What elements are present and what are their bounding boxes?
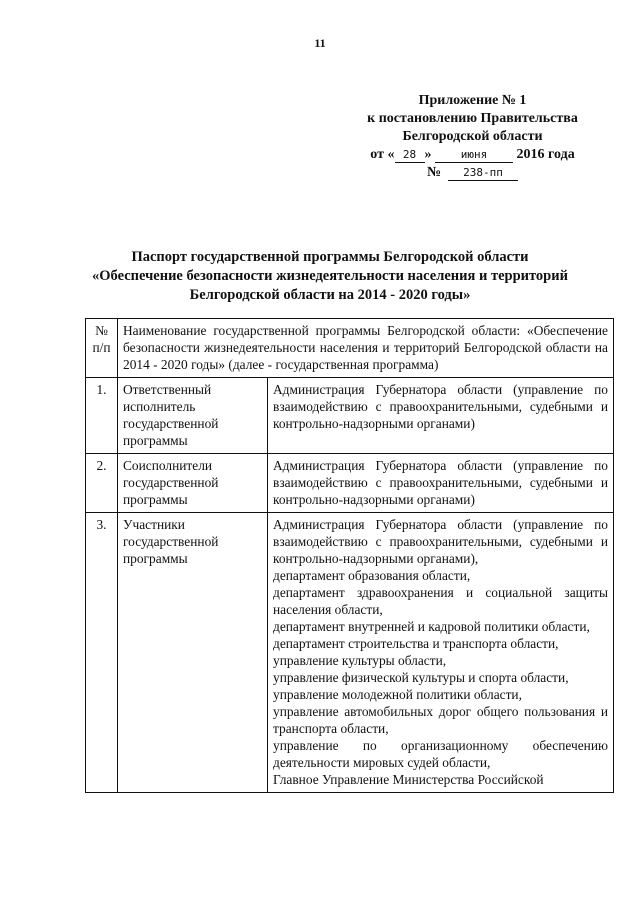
passport-table <box>85 318 614 793</box>
appendix-resolution-line: к постановлению Правительства <box>367 111 578 126</box>
table-row <box>86 454 614 513</box>
document-title-line-1: Паспорт государственной программы Белгородской области <box>131 249 529 265</box>
number-prefix: № <box>426 165 442 180</box>
resolution-number-field: 238-пп <box>448 166 518 181</box>
date-prefix: от « <box>370 147 395 162</box>
row-value-item: управление молодежной политики области, <box>273 687 522 702</box>
document-title <box>60 248 600 305</box>
appendix-title: Приложение № 1 <box>418 93 527 108</box>
date-day-field: 28 <box>395 148 425 163</box>
row-value-item: Администрация Губернатора области (управление по взаимодействию с правоохранительными, судебными и контрольно-надзорными органами) <box>273 458 608 507</box>
row-value-item: Администрация Губернатора области (управление по взаимодействию с правоохранительными, судебными и контрольно-надзорными органами), <box>273 517 608 566</box>
document-title-line-2: «Обеспечение безопасности жизнедеятельности населения и территорий <box>92 268 568 284</box>
page-number: 11 <box>314 36 326 50</box>
row-value-item: департамент здравоохранения и социальной защиты населения области, <box>273 585 608 617</box>
date-mid: » <box>424 147 432 162</box>
appendix-date-line <box>355 146 590 164</box>
row-number: 1. <box>86 378 118 454</box>
row-name: Участники государственной программы <box>118 513 268 793</box>
row-name: Ответственный исполнитель государственной программы <box>118 378 268 454</box>
row-value-item: управление культуры области, <box>273 653 447 668</box>
row-value-item: департамент образования области, <box>273 568 471 583</box>
date-month-field: июня <box>435 148 513 163</box>
row-name: Соисполнители государственной программы <box>118 454 268 513</box>
appendix-number-line <box>355 164 590 182</box>
row-value-item: Администрация Губернатора области (управление по взаимодействию с правоохранительными, судебными и контрольно-надзорными органами) <box>273 382 608 431</box>
row-value-item: Главное Управление Министерства Российской <box>273 772 544 787</box>
appendix-region-line: Белгородской области <box>402 129 543 144</box>
row-number: 2. <box>86 454 118 513</box>
row-value-item: управление физической культуры и спорта области, <box>273 670 569 685</box>
row-value-item: управление автомобильных дорог общего пользования и транспорта области, <box>273 704 608 736</box>
row-value <box>268 513 614 793</box>
row-value-item: управление по организационному обеспечению деятельности мировых судей области, <box>273 738 608 770</box>
row-value <box>268 454 614 513</box>
header-program-name-cell: Наименование государственной программы Белгородской области: «Обеспечение безопасности жизнедеятельности населения и территорий Белгородской области на 2014 - 2020 годы» (далее - государственная программа) <box>118 319 614 378</box>
row-value-item: департамент строительства и транспорта области, <box>273 636 559 651</box>
row-value <box>268 378 614 454</box>
appendix-header <box>355 92 590 182</box>
date-year: 2016 года <box>516 147 575 162</box>
row-number: 3. <box>86 513 118 793</box>
row-value-item: департамент внутренней и кадровой политики области, <box>273 619 590 634</box>
document-title-line-3: Белгородской области на 2014 - 2020 годы» <box>189 287 471 303</box>
table-row <box>86 378 614 454</box>
table-header-row <box>86 319 614 378</box>
table-row <box>86 513 614 793</box>
header-num-cell: № п/п <box>86 319 118 378</box>
